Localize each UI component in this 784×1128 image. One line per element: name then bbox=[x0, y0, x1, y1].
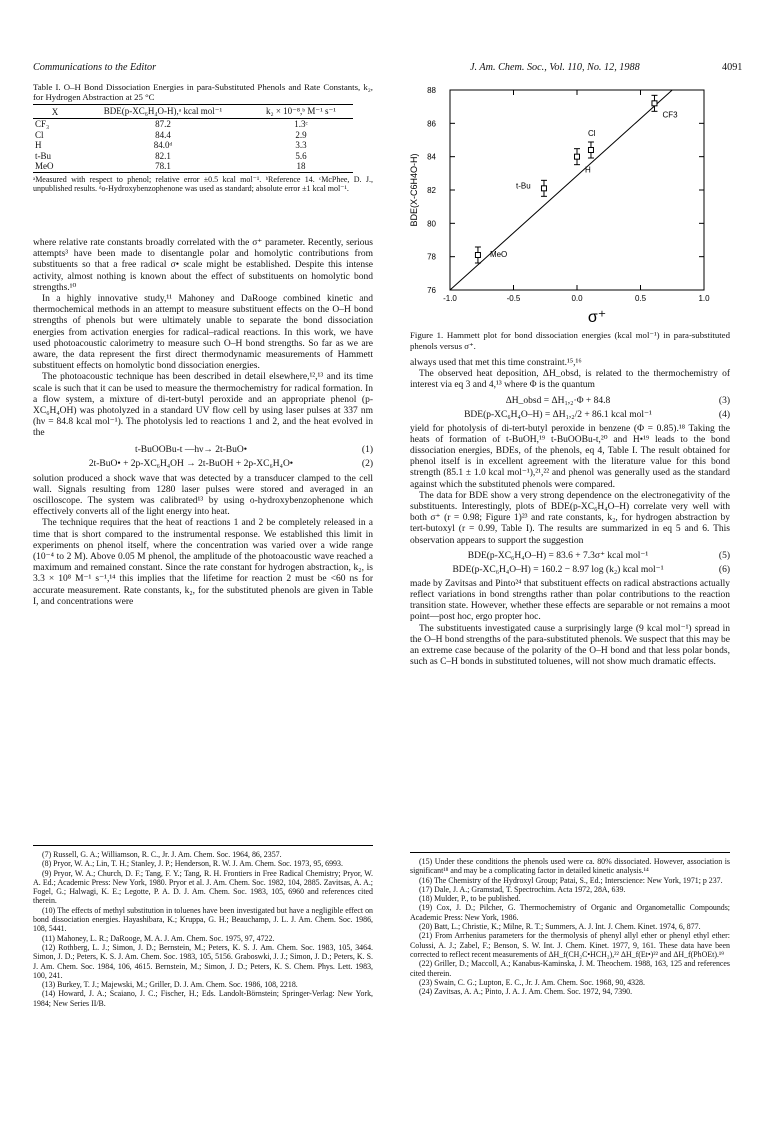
table-cell: t-Bu bbox=[35, 150, 52, 161]
reference-item: (14) Howard, J. A.; Scaiano, J. C.; Fischer, H.; Eds. Landolt-Börnstein; Springer-Verlag: New York, 1984; New Series II/B. bbox=[33, 989, 373, 1008]
reference-item: (23) Swain, C. G.; Lupton, E. C., Jr. J. Am. Chem. Soc. 1968, 90, 4328. bbox=[419, 977, 645, 987]
data-point-label: Cl bbox=[587, 129, 596, 138]
paragraph: The substituents investigated cause a surprisingly large (9 kcal mol⁻¹) spread in the O–H bond strengths of the para-substituted phenols. We suspect that this may be an extreme case because of the polarity of the O–H bond and that less polar bonds, such as C–H bonds in substituted toluenes, will not show much dramatic effects. bbox=[410, 623, 730, 668]
equation-6-body: BDE(p-XC₆H₄O–H) = 160.2 − 8.97 log (k₂) kcal mol⁻¹ bbox=[452, 564, 664, 575]
reference-item: (7) Russell, G. A.; Williamson, R. C., Jr. J. Am. Chem. Soc. 1964, 86, 2357. bbox=[42, 850, 282, 859]
table-cell: Cl bbox=[35, 129, 44, 140]
data-point-label: t-Bu bbox=[515, 181, 531, 191]
equation-5-body: BDE(p-XC₆H₄O–H) = 83.6 + 7.3σ⁺ kcal mol⁻¹ bbox=[467, 550, 649, 561]
table-1 bbox=[33, 82, 373, 194]
reference-item: (8) Pryor, W. A.; Lin, T. H.; Stanley, J. P.; Henderson, R. W. J. Am. Chem. Soc. 1973, 95, 6993. bbox=[42, 859, 343, 869]
table-1-header: X bbox=[33, 105, 77, 119]
table-1-title: Table I. O–H Bond Dissociation Energies in para-Substituted Phenols and Rate Constants, k₂, for Hydrogen Abstraction at 25 °C bbox=[33, 82, 373, 102]
table-1-grid bbox=[33, 104, 353, 173]
footnote-rule bbox=[410, 852, 730, 853]
reference-item: (21) From Arrhenius parameters for the thermolysis of phenyl allyl ether or phenyl ethyl ether: Colussi, A. J.; Zabel, F.; Benson, S. W. Int. J. Chem. Kinet. 1977, 9, 161. These data have been corrected to reflect recent measurements of ΔH_f(CH₂C•HCH₂),²² ΔH_f(Et•)²² and ΔH_f(PhOEt).¹⁹ bbox=[410, 931, 730, 959]
table-1-header: k₂ × 10⁻⁸,ᵇ M⁻¹ s⁻¹ bbox=[249, 105, 353, 119]
data-point bbox=[475, 253, 480, 258]
equation-2 bbox=[33, 457, 373, 471]
paragraph: solution produced a shock wave that was detected by a transducer clamped to the cell wall. Signals resulting from 1280 laser pulses were stored and averaged in an oscilloscope. The system was calibrated¹³ by using o-hydroxybenzophenone which effectively converts all of the light energy into heat. bbox=[33, 473, 373, 518]
equation-4-number: (4) bbox=[718, 409, 730, 420]
equation-2-number: (2) bbox=[361, 458, 373, 469]
reference-item: (18) Mulder, P., to be published. bbox=[419, 894, 521, 904]
running-header-left: Communications to the Editor bbox=[33, 62, 157, 73]
reference-item: (16) The Chemistry of the Hydroxyl Group; Patai, S., Ed.; Interscience: New York, 1971; p 237. bbox=[419, 875, 723, 885]
table-cell: 82.1 bbox=[155, 150, 171, 161]
y-axis-label: BDE(X-C6H4O-H) bbox=[409, 153, 419, 227]
table-cell: 87.2 bbox=[155, 119, 171, 129]
paragraph: The observed heat deposition, ΔH_obsd, is related to the thermochemistry of interest via eq 3 and 4,¹³ where Φ is the quantum bbox=[410, 369, 730, 391]
right-column-body bbox=[410, 358, 730, 668]
right-references bbox=[410, 857, 730, 996]
table-cell: MeO bbox=[33, 161, 77, 172]
y-tick-label: 88 bbox=[427, 86, 436, 95]
reference-item: (13) Burkey, T. J.; Majewski, M.; Griller, D. J. Am. Chem. Soc. 1986, 108, 2218. bbox=[42, 980, 298, 990]
footnote-rule bbox=[33, 845, 373, 846]
y-tick-label: 82 bbox=[427, 186, 436, 195]
data-point bbox=[541, 186, 546, 191]
table-row bbox=[33, 130, 353, 141]
data-point-label: H bbox=[585, 165, 591, 175]
table-row bbox=[33, 151, 353, 162]
data-point bbox=[652, 101, 657, 106]
y-tick-label: 86 bbox=[427, 119, 436, 129]
data-point bbox=[588, 148, 593, 153]
x-axis-label: σ⁺ bbox=[587, 309, 607, 326]
table-cell: 1.3ᶜ bbox=[294, 119, 308, 129]
table-1-footnotes: ᵃMeasured with respect to phenol; relative error ±0.5 kcal mol⁻¹. ᵇReference 14. ᶜMcPhee, D. J., unpublished results. ᵈo-Hydroxybenzophenone was used as standard; absolute error ±1 kcal mol⁻¹. bbox=[33, 174, 373, 194]
left-column-body bbox=[33, 238, 373, 608]
paragraph: The technique requires that the heat of reactions 1 and 2 be completely released in a time that is short compared to the instrumental response. We established this limit in experiments on phenol itself, where the concentration was varied over a wide range (10⁻⁴ to 2 M). Above 0.05 M phenol, the amplitude of the photoacoustic wave reached a maximum and remained constant. Since the rate constant for hydrogen abstraction, k₂, is 3.3 × 10⁸ M⁻¹ s⁻¹,¹⁴ this implies that the lifetime for reaction 2 must be <60 ns for accurate measurement. Rate constants, k₂, for the substituted phenols are given in Table I, and concentrations were bbox=[33, 518, 373, 607]
reference-item: (24) Zavitsas, A. A.; Pinto, J. A. J. Am. Chem. Soc. 1972, 94, 7390. bbox=[419, 987, 633, 997]
paragraph: The data for BDE show a very strong dependence on the electronegativity of the substituents. Interestingly, plots of BDE(p-XC₆H₄O–H) correlate very well with both σ⁺ (r = 0.98; Figure 1)²³ and rate constants, k₂, for hydrogen abstraction by tert-butoxyl (r = 0.99, Table I). The results are summarized in eq 5 and 6. This observation appears to support the suggestion bbox=[410, 490, 730, 546]
equation-5-number: (5) bbox=[718, 550, 730, 561]
equation-4 bbox=[410, 408, 730, 422]
running-header-journal: J. Am. Chem. Soc., Vol. 110, No. 12, 1988 bbox=[470, 62, 640, 73]
paragraph: In a highly innovative study,¹¹ Mahoney and DaRooge combined kinetic and thermochemical methods in an attempt to measure substituent effects on the O–H bond strengths of phenols but were ultimately unable to separate the bond dissociation energies from activation energies for radical–radical reactions. In this work, we have used photoacoustic calorimetry to measure such O–H bond strengths. So far as we are aware, the data represent the first direct thermodynamic measurements of Hammett substituent effects on homolytic bond dissociation energies. bbox=[33, 294, 373, 372]
table-row bbox=[33, 140, 353, 151]
x-tick-label: 0.5 bbox=[634, 294, 647, 303]
table-cell: 78.1 bbox=[77, 161, 249, 172]
reference-item: (15) Under these conditions the phenols used were ca. 80% dissociated. However, association is significant¹⁸ and may be a complicating factor in detailed kinetic analysis.¹⁴ bbox=[410, 857, 730, 876]
table-row bbox=[33, 119, 353, 130]
equation-3-body: ΔH_obsd = ΔH₁,₂·Φ + 84.8 bbox=[505, 395, 611, 406]
reference-item: (17) Dale, J. A.; Gramstad, T. Spectrochim. Acta 1972, 28A, 639. bbox=[419, 884, 626, 894]
x-tick-label: -0.5 bbox=[506, 294, 521, 303]
y-tick-label: 84 bbox=[427, 152, 436, 162]
equation-3 bbox=[410, 394, 730, 408]
reference-item: (12) Rothberg, L. J.; Simon, J. D.; Bernstein, M.; Peters, K. S. J. Am. Chem. Soc. 1983, 105, 3464. Simon, J. D.; Peters, K. S. J. Am. Chem. Soc. 1983, 105, 5156. Graboswki, J. J.; Simon, J. D.; Peters, K. S. J. Am. Chem. Soc. 1984, 106, 4615. Bernstein, M.; Simon, J. D.; Peters, K. S. Chem. Phys. Lett. 1983, 100, 241. bbox=[33, 942, 373, 980]
table-cell: 3.3 bbox=[295, 140, 307, 150]
regression-line bbox=[450, 90, 672, 290]
table-1-header: BDE(p-XC₆H₄O-H),ᵃ kcal mol⁻¹ bbox=[77, 105, 249, 119]
paragraph: always used that met this time constraint.¹⁵,¹⁶ bbox=[410, 358, 582, 368]
x-tick-label: -1.0 bbox=[443, 294, 457, 303]
data-point-label: MeO bbox=[489, 250, 508, 259]
equation-3-number: (3) bbox=[718, 395, 730, 406]
equation-5 bbox=[410, 549, 730, 563]
reference-item: (10) The effects of methyl substitution in toluenes have been investigated but have a negligible effect on bond dissociation energies. Hayashibara, K.; Kruppa, G. H.; Beauchamp, J. L. J. Am. Chem. Soc. 1986, 108, 5441. bbox=[33, 905, 373, 934]
y-tick-label: 78 bbox=[427, 252, 436, 262]
page-number: 4091 bbox=[722, 62, 743, 73]
table-cell: 5.6 bbox=[295, 150, 307, 161]
figure-1-chart bbox=[398, 80, 738, 330]
x-tick-label: 0.0 bbox=[571, 294, 583, 303]
table-cell: 18 bbox=[249, 161, 353, 172]
data-point bbox=[575, 154, 580, 159]
paragraph: where relative rate constants broadly correlated with the σ⁺ parameter. Recently, serious attempts³ have been made to disentangle polar and homolytic contributions from substituents so that a free radical σ• scale might be established. Despite this intense activity, almost nothing is known about the effect of substituents on homolytic bond strengths.¹⁰ bbox=[33, 238, 373, 293]
equation-2-body: 2t-BuO• + 2p-XC₆H₄OH → 2t-BuOH + 2p-XC₆H₄O• bbox=[88, 458, 294, 469]
table-cell: 2.9 bbox=[295, 129, 307, 140]
y-tick-label: 76 bbox=[427, 286, 436, 295]
reference-item: (9) Pryor, W. A.; Church, D. F.; Tang, F. Y.; Tang, R. H. Frontiers in Free Radical Chemistry; Pryor, W. A. Ed.; Academic Press: New York, 1980. Pryor et al. J. Am. Chem. Soc. 1982, 104, 2885. Zavitsas, A. A.; Fogel, G.; Halwagi, K. E.; Legotte, P. A. D. J. Am. Chem. Soc. 1983, 105, 6960 and references cited therein. bbox=[33, 868, 373, 906]
table-cell: CF₃ bbox=[35, 119, 50, 129]
table-row bbox=[33, 161, 353, 172]
equation-6 bbox=[410, 563, 730, 577]
table-cell: 84.4 bbox=[155, 129, 171, 140]
equation-1-body: t-BuOOBu-t —hν→ 2t-BuO• bbox=[134, 444, 248, 455]
table-cell: 84.0ᵈ bbox=[153, 140, 173, 150]
x-tick-label: 1.0 bbox=[698, 294, 710, 303]
reference-item: (22) Griller, D.; Maccoll, A.; Kanabus-Kaminska, J. M. Theochem. 1988, 163, 125 and references cited therein. bbox=[410, 959, 730, 978]
plot-frame bbox=[450, 90, 704, 290]
equation-1-number: (1) bbox=[361, 444, 373, 455]
equation-1 bbox=[33, 443, 373, 457]
equation-4-body: BDE(p-XC₆H₄O–H) = ΔH₁,₂/2 + 86.1 kcal mol⁻¹ bbox=[464, 409, 652, 420]
paragraph: The photoacoustic technique has been described in detail elsewhere,¹²,¹³ and its time scale is such that it can be used to measure the thermochemistry for radical formation. In a flow system, a mixture of di-tert-butyl peroxide and an appropriate phenol (p-XC₆H₄OH) was photolyzed in a standard UV flow cell by using laser pulses at 337 nm (hν = 84.8 kcal mol⁻¹). The photolysis led to reactions 1 and 2, and the heat evolved in the bbox=[33, 372, 373, 439]
paragraph: yield for photolysis of di-tert-butyl peroxide in benzene (Φ = 0.85).¹⁸ Taking the heats of formation of t-BuOH,¹⁹ t-BuOOBu-t,²⁰ and H•¹⁹ leads to the bond dissociation energies, BDEs, of the phenols, eq 4, Table I. The result obtained for phenol itself is in excellent agreement with the literature value for this bond strength (85.1 ± 1.0 kcal mol⁻¹),²¹,²² and phenol was generally used as the standard against which the substituted phenols were compared. bbox=[410, 423, 730, 490]
left-references bbox=[33, 850, 373, 1008]
equation-6-number: (6) bbox=[718, 564, 730, 575]
paragraph: made by Zavitsas and Pinto²⁴ that substituent effects on radical abstractions actually reflect variations in bond strengths rather than polar contributions to the reaction transition state. However, whether these effects are separable or not remains a moot point—post hoc, ergo propter hoc. bbox=[410, 578, 730, 623]
reference-item: (11) Mahoney, L. R.; DaRooge, M. A. J. Am. Chem. Soc. 1975, 97, 4722. bbox=[42, 933, 275, 943]
reference-item: (20) Batt, L.; Christie, K.; Milne, R. T.; Summers, A. J. Int. J. Chem. Kinet. 1974, 6, 877. bbox=[419, 922, 701, 932]
reference-item: (19) Cox, J. D.; Pilcher, G. Thermochemistry of Organic and Organometallic Compounds; Academic Press: New York, 1986. bbox=[410, 903, 730, 922]
table-cell: H bbox=[35, 140, 42, 150]
y-tick-label: 80 bbox=[427, 219, 436, 229]
figure-1-caption: Figure 1. Hammett plot for bond dissociation energies (kcal mol⁻¹) in para-substituted phenols versus σ⁺. bbox=[410, 330, 730, 351]
data-point-label: CF3 bbox=[662, 110, 678, 120]
